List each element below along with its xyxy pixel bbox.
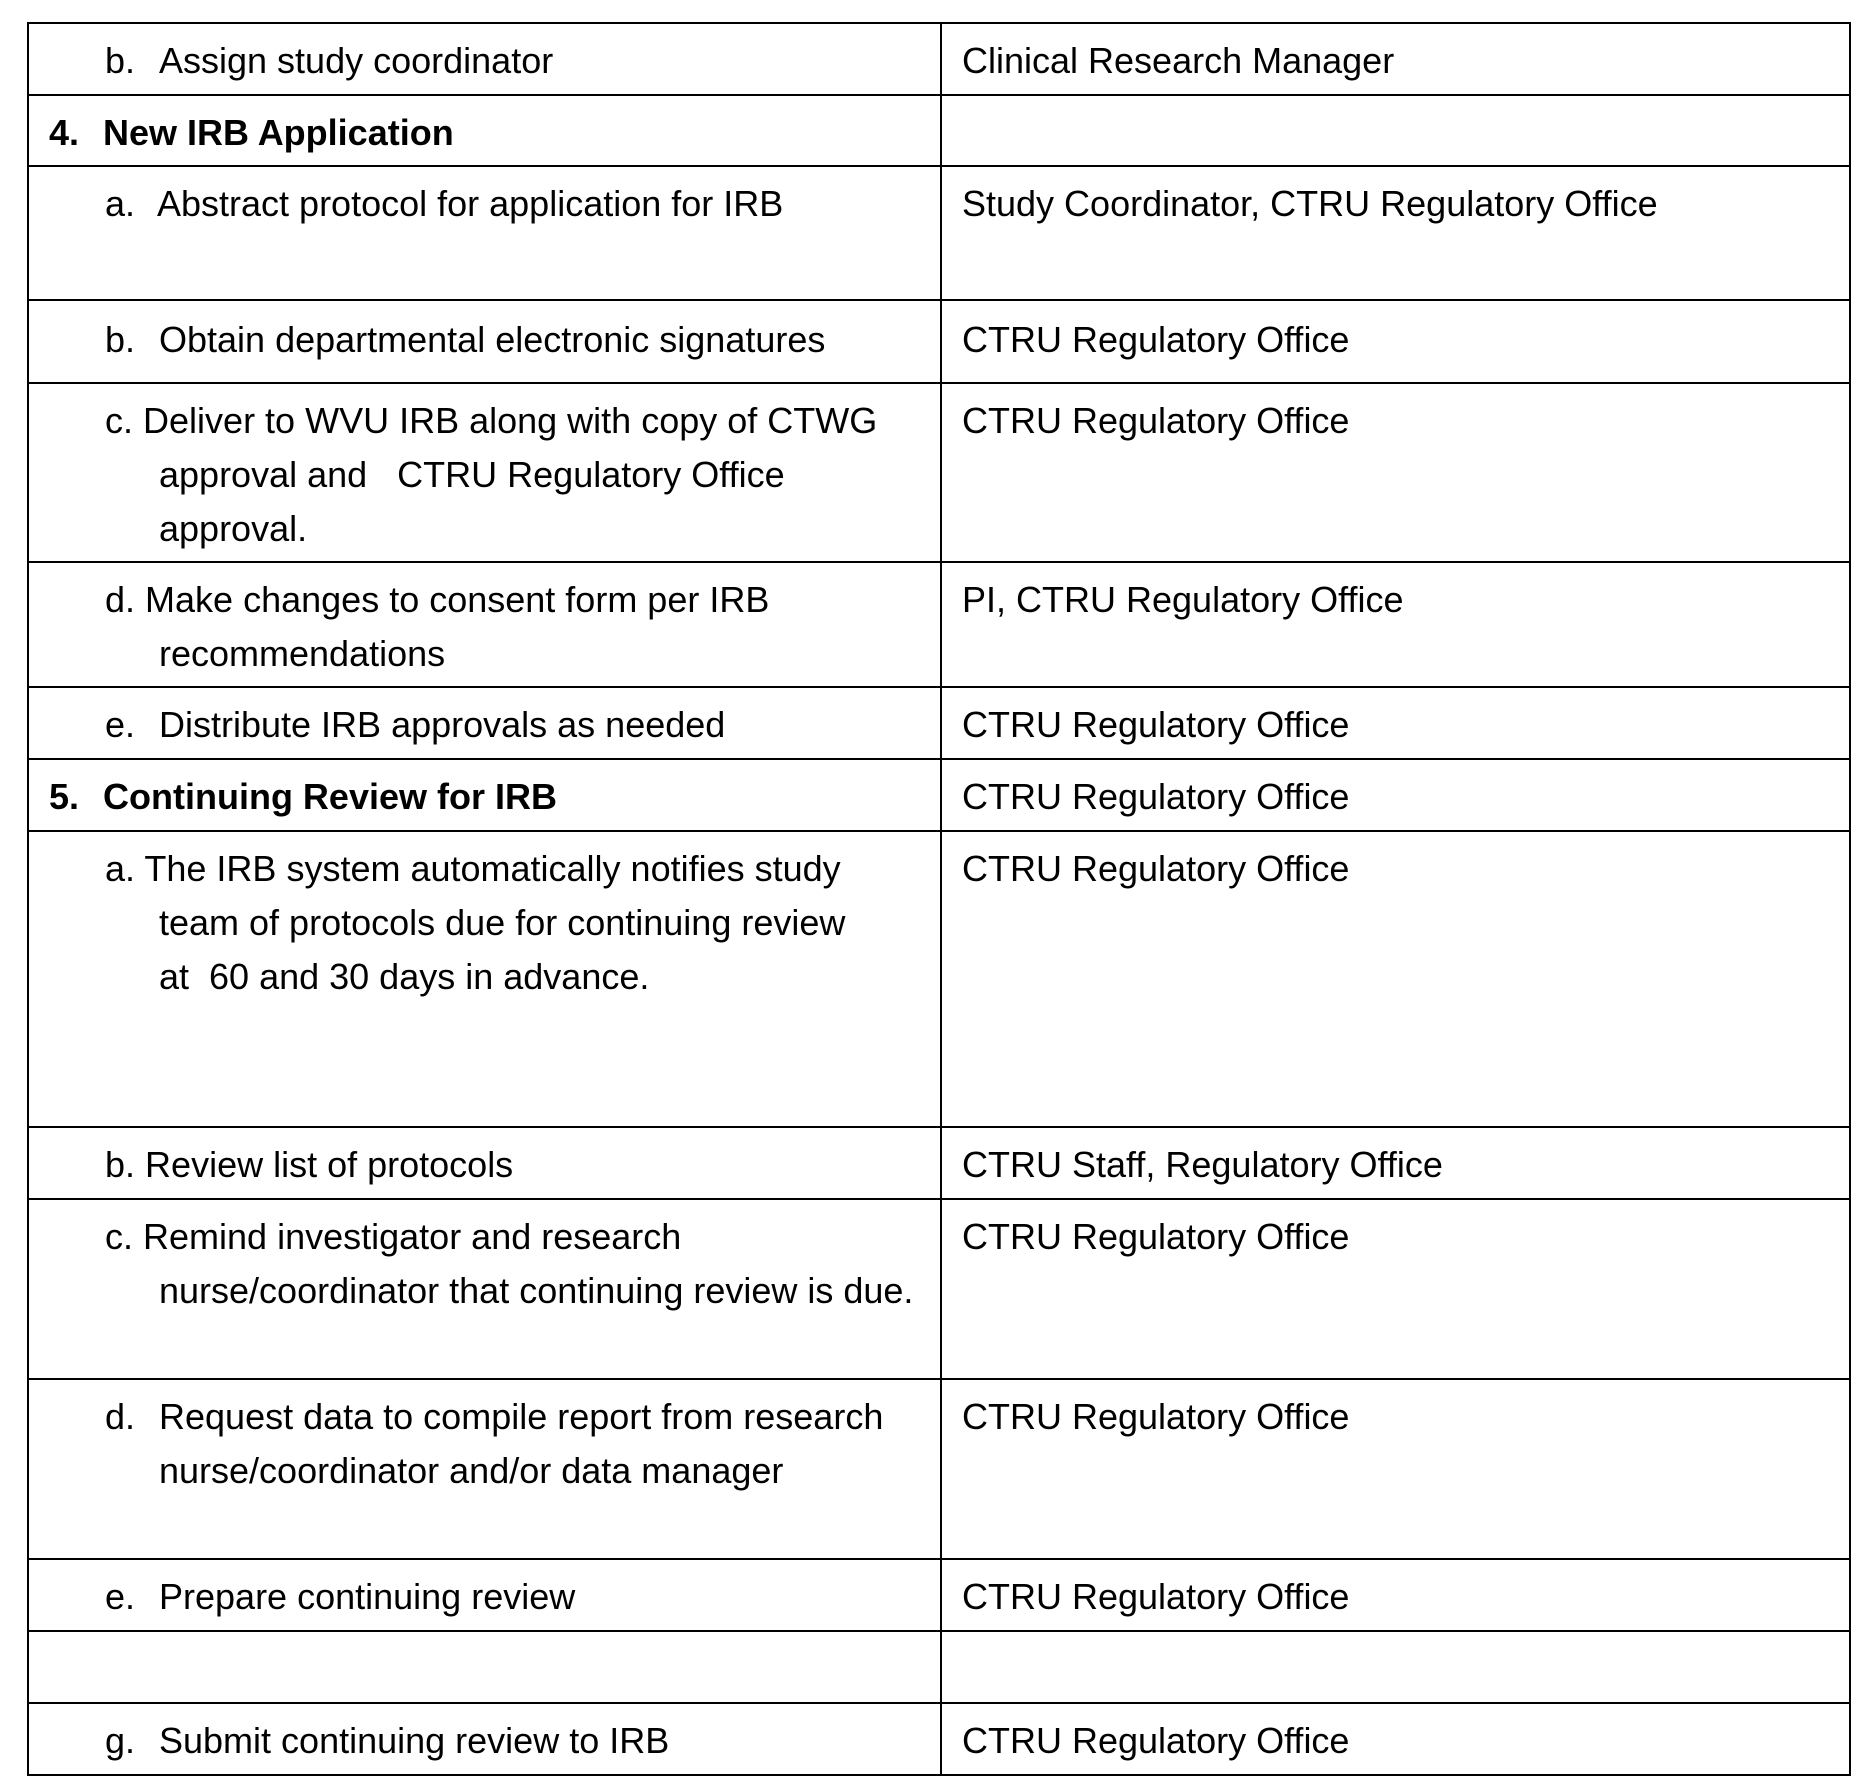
item-label: b. <box>105 1144 136 1185</box>
task-cell <box>28 562 941 687</box>
responsible-cell <box>941 300 1850 383</box>
responsible-cell <box>941 166 1850 300</box>
section-title: Continuing Review for IRB <box>103 776 557 817</box>
task-cell <box>28 831 941 1127</box>
item-text: Request data to compile report from research nurse/coordinator and/or data manager <box>159 1396 884 1491</box>
item-text: Deliver to WVU IRB along with copy of CTWG approval and CTRU Regulatory Office approval. <box>143 400 888 549</box>
responsible-text: CTRU Regulatory Office <box>962 319 1350 360</box>
task-item <box>29 698 940 752</box>
table-row <box>28 300 1850 383</box>
table-row <box>28 1703 1850 1775</box>
responsible-cell <box>941 687 1850 759</box>
responsible-text: CTRU Regulatory Office <box>962 704 1350 745</box>
item-text: Make changes to consent form per IRB recommendations <box>145 579 770 674</box>
responsible-cell <box>941 562 1850 687</box>
table-row <box>28 562 1850 687</box>
task-item <box>29 1210 940 1318</box>
section-heading <box>29 106 940 160</box>
item-label: c. <box>105 1216 134 1257</box>
item-label: a. <box>105 183 136 224</box>
item-label: g. <box>105 1720 136 1761</box>
task-cell <box>28 1559 941 1631</box>
responsibility-table <box>27 22 1851 1776</box>
section-number: 5. <box>49 776 80 817</box>
table-row <box>28 831 1850 1127</box>
responsible-cell <box>941 759 1850 831</box>
table-row <box>28 1199 1850 1379</box>
responsible-cell <box>941 1631 1850 1703</box>
table-row <box>28 95 1850 166</box>
table-row <box>28 1559 1850 1631</box>
item-label: d. <box>105 1396 136 1437</box>
responsible-cell <box>941 1199 1850 1379</box>
item-text: Remind investigator and research nurse/coordinator that continuing review is due. <box>143 1216 914 1311</box>
responsible-text: CTRU Regulatory Office <box>962 400 1350 441</box>
item-text: Abstract protocol for application for IRB <box>157 183 784 224</box>
responsible-cell <box>941 23 1850 95</box>
task-item <box>29 573 940 681</box>
item-text: The IRB system automatically notifies study team of protocols due for continuing review at 60 and 30 days in advance. <box>144 848 856 997</box>
task-cell <box>28 1703 941 1775</box>
table-row <box>28 687 1850 759</box>
responsible-cell <box>941 1127 1850 1199</box>
table-row <box>28 166 1850 300</box>
item-text: Review list of protocols <box>145 1144 514 1185</box>
task-item <box>29 394 940 556</box>
task-cell <box>28 759 941 831</box>
item-label: c. <box>105 400 134 441</box>
responsible-text: Study Coordinator, CTRU Regulatory Office <box>962 183 1658 224</box>
responsible-text: CTRU Regulatory Office <box>962 1396 1350 1437</box>
responsible-text: PI, CTRU Regulatory Office <box>962 579 1404 620</box>
task-item <box>29 1138 940 1192</box>
task-cell <box>28 1127 941 1199</box>
task-cell <box>28 1199 941 1379</box>
responsible-cell <box>941 95 1850 166</box>
task-item <box>29 842 940 1004</box>
task-item <box>29 177 940 231</box>
task-item <box>29 313 940 367</box>
task-cell <box>28 383 941 562</box>
responsible-cell <box>941 1379 1850 1559</box>
task-cell <box>28 166 941 300</box>
item-label: b. <box>105 40 136 81</box>
item-text: Assign study coordinator <box>159 40 554 81</box>
task-cell <box>28 687 941 759</box>
task-cell <box>28 1379 941 1559</box>
table-row <box>28 759 1850 831</box>
section-number: 4. <box>49 112 80 153</box>
task-item <box>29 34 940 88</box>
item-text: Obtain departmental electronic signatures <box>159 319 826 360</box>
responsible-text: CTRU Regulatory Office <box>962 776 1350 817</box>
responsible-text: CTRU Staff, Regulatory Office <box>962 1144 1443 1185</box>
item-label: b. <box>105 319 136 360</box>
responsible-text: CTRU Regulatory Office <box>962 1720 1350 1761</box>
item-text: Distribute IRB approvals as needed <box>159 704 726 745</box>
table-row <box>28 1379 1850 1559</box>
section-title: New IRB Application <box>103 112 454 153</box>
task-cell <box>28 1631 941 1703</box>
responsible-text: CTRU Regulatory Office <box>962 848 1350 889</box>
responsible-cell <box>941 1703 1850 1775</box>
responsible-cell <box>941 831 1850 1127</box>
item-text: Prepare continuing review <box>159 1576 576 1617</box>
task-cell <box>28 23 941 95</box>
responsible-text: CTRU Regulatory Office <box>962 1576 1350 1617</box>
item-label: a. <box>105 848 136 889</box>
responsible-text: Clinical Research Manager <box>962 40 1395 81</box>
task-item <box>29 1570 940 1624</box>
item-text: Submit continuing review to IRB <box>159 1720 670 1761</box>
section-heading <box>29 770 940 824</box>
table-row <box>28 23 1850 95</box>
task-cell <box>28 300 941 383</box>
table-row <box>28 383 1850 562</box>
item-label: d. <box>105 579 136 620</box>
responsible-cell <box>941 1559 1850 1631</box>
task-item <box>29 1390 940 1498</box>
item-label: e. <box>105 1576 136 1617</box>
table-row <box>28 1631 1850 1703</box>
responsible-cell <box>941 383 1850 562</box>
table-row <box>28 1127 1850 1199</box>
task-cell <box>28 95 941 166</box>
responsible-text: CTRU Regulatory Office <box>962 1216 1350 1257</box>
task-item <box>29 1714 940 1768</box>
item-label: e. <box>105 704 136 745</box>
